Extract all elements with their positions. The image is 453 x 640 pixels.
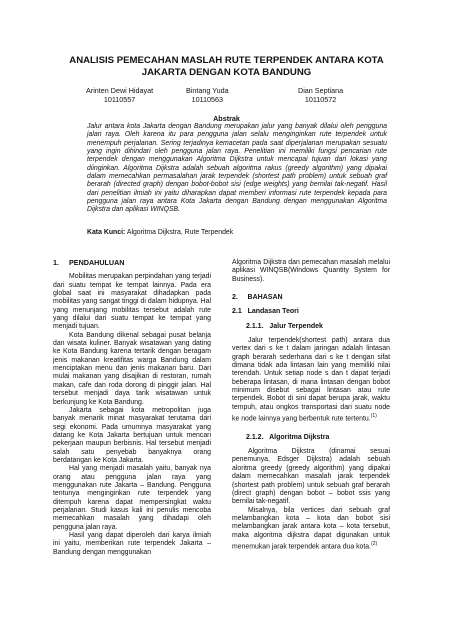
keywords-label: Kata Kunci: bbox=[87, 229, 126, 236]
author-name: Dian Septiana bbox=[298, 86, 344, 95]
subsubsection-heading: 2.1.1. Jalur Terpendek bbox=[246, 322, 323, 330]
author-block bbox=[298, 86, 343, 104]
right-column bbox=[232, 259, 390, 552]
keywords bbox=[87, 229, 233, 236]
title-line-1: ANALISIS PEMECAHAN MASLAH RUTE TERPENDEK ANTARA KOTA bbox=[69, 55, 384, 66]
author-id: 10110557 bbox=[103, 95, 136, 105]
paragraph: Hal yang menjadi masalah yaitu, banyak nya orang atau pengguna jalan raya yang menggunakan rute Jakarta – Bandung. Pengguna tentunya menginginkan rute terpendek yang ditempuh karena dapat mempersingkat waktu perjalanan. Studi kasus kali ini penulis mencoba memecahkan masalah yang dihadapi oleh pengguna jalan raya. bbox=[53, 465, 211, 531]
citation: (2) bbox=[371, 540, 378, 547]
paragraph bbox=[232, 507, 390, 552]
subsubsection-heading: 2.1.2. Algoritma Dijkstra bbox=[246, 433, 330, 441]
paragraph: Hasil yang dapat diperoleh dari karya ilmiah ini yaitu, memberikan rute terpendek Jakarta – Bandung dengan menggunakan bbox=[53, 532, 211, 556]
subsection-heading: 2.1 Landasan Teori bbox=[232, 308, 299, 316]
title-line-2: JAKARTA DENGAN KOTA BANDUNG bbox=[141, 66, 312, 78]
paragraph-text: Jalur terpendek(shortest path) antara dua vertex dari s ke t dalam jaringan adalah lintasan graph berarah sederhana dari s ke t dengan sifat dimana tidak ada lintasan lain yang memiliki nilai terendah. Untuk setiap node s dan t dapat terjadi beberapa lintasan, di mana lintasan dengan bobot minimum disebut sebagai lintasan atau rute terpendek. Bobot di sini dapat berupa jarak, waktu tempuh, atau ongkos transportasi dari suatu node ke node lainnya yang berbentuk rute tertentu. bbox=[232, 337, 390, 423]
paragraph: Mobilitas merupakan perpindahan yang terjadi dari suatu tempat ke tempat lainnya. Pada era global saat ini masyarakat dihadapkan pada mobilitas yang sangat tinggi di dalam hidupnya. Hal yang menunjang mobilitas tersebut adalah rute yang dilalui dari suatu tempat ke tempat yang menjadi tujuan. bbox=[53, 273, 211, 331]
keywords-text: Algoritma Dijkstra, Rute Terpendek bbox=[126, 229, 234, 236]
paragraph: Kota Bandung dikenal sebagai pusat belanja dan wisata kuliner. Banyak wisatawan yang dating ke Kota Bandung karena tertarik dengan beragam jenis makanan kreatifitas warga Bandung dalam menciptakan menu dan jenis makanan baru. Dari mulai makanan yang disajikan di restoran, rumah makan, cafe dan roda dorong di pinggir jalan. Hal tersebut menjadi daya tarik wisatawan untuk berkunjung ke Kota Bandung. bbox=[53, 331, 211, 406]
abstract-heading: Abstrak bbox=[213, 114, 240, 123]
citation: (1) bbox=[370, 413, 377, 420]
author-id: 10110572 bbox=[304, 95, 337, 105]
section-heading-1: 1. PENDAHULUAN bbox=[53, 258, 125, 267]
paper-title bbox=[0, 55, 453, 78]
author-block bbox=[86, 86, 153, 104]
author-name: Arinten Dewi Hidayat bbox=[86, 86, 154, 95]
section-heading-2: 2. BAHASAN bbox=[232, 294, 283, 302]
left-column bbox=[53, 259, 211, 557]
author-name: Bintang Yuda bbox=[186, 86, 229, 95]
paragraph-text: Misalnya, bila vertices dari sebuah graf melambangkan kota – kota dan bobot sisi melambangkan jarak antara kota – kota tersebut, maka algoritma dijkstra dapat digunakan untuk menemukan jarak terpendek antara dua kota. bbox=[232, 506, 390, 551]
paragraph: Algoritma Dijkstra (dinamai sesuai penemunya, Edsger Dijkstra) adalah sebuah aloritma greedy (greedy algorithm) yang dipakai dalam memecahkan masalah jarak terpendek (shortest path problem) untuk sebuah graf berarah (direct graph) dengan bobot – bobot ssis yang bernilai tak-negatif. bbox=[232, 448, 390, 506]
paragraph: Algoritma Dijkstra dan pemecahan masalah melalui aplikasi WINQSB(Windows Quantity System for Business). bbox=[232, 259, 390, 283]
paragraph: Jakarta sebagai kota metropolitan juga banyak menarik minat masyarakat terutama dari segi ekonomi. Pada umumnya masyarakat yang datang ke Kota Jakarta bertujuan untuk mencari pekerjaan maupun berbisnis. Hal tersebut menjadi salah satu penyebab banyaknya orang berdatangan ke Kota Jakarta. bbox=[53, 406, 211, 464]
paragraph bbox=[232, 337, 390, 424]
author-id: 10110563 bbox=[191, 95, 224, 105]
author-block bbox=[186, 86, 229, 104]
abstract-text: Jalur antara kota Jakarta dengan Bandung merupakan jalur yang banyak dilalui oleh pengguna jalan raya. Oleh karena itu para pengguna jalan selalu menginginkan rute terpendek untuk menempuh perjalanan. Sering terjadinya kemacetan pada saat diperjalanan merupakan sesuatu yang ingin dihindari oleh pengguna jalan raya. Penelitian ini memiliki fungsi pencarian rute terpendek dengan menggunakan Algoritma Dijkstra untuk mencapai tujuan dari lokasi yang diinginkan. Algoritma Dijkstra adalah sebuah algoritma rakus (greedy algorithm) yang dipakai dalam memecahkan permasalahan jarak terpendek (shortest path problem) untuk sebuah graf berarah (directed graph) dengan bobot-bobot sisi (edge weights) yang bernilai tak-negatif. Hasil dari penelitian ilmiah ini yaitu diharapkan dapat memberi informasi rute terpendek kepada para pengguna jalan raya antara Kota Jakarta dengan Bandung dengan menggunakan Algoritma Dijkstra dan aplikasi WINQSB. bbox=[87, 123, 387, 214]
